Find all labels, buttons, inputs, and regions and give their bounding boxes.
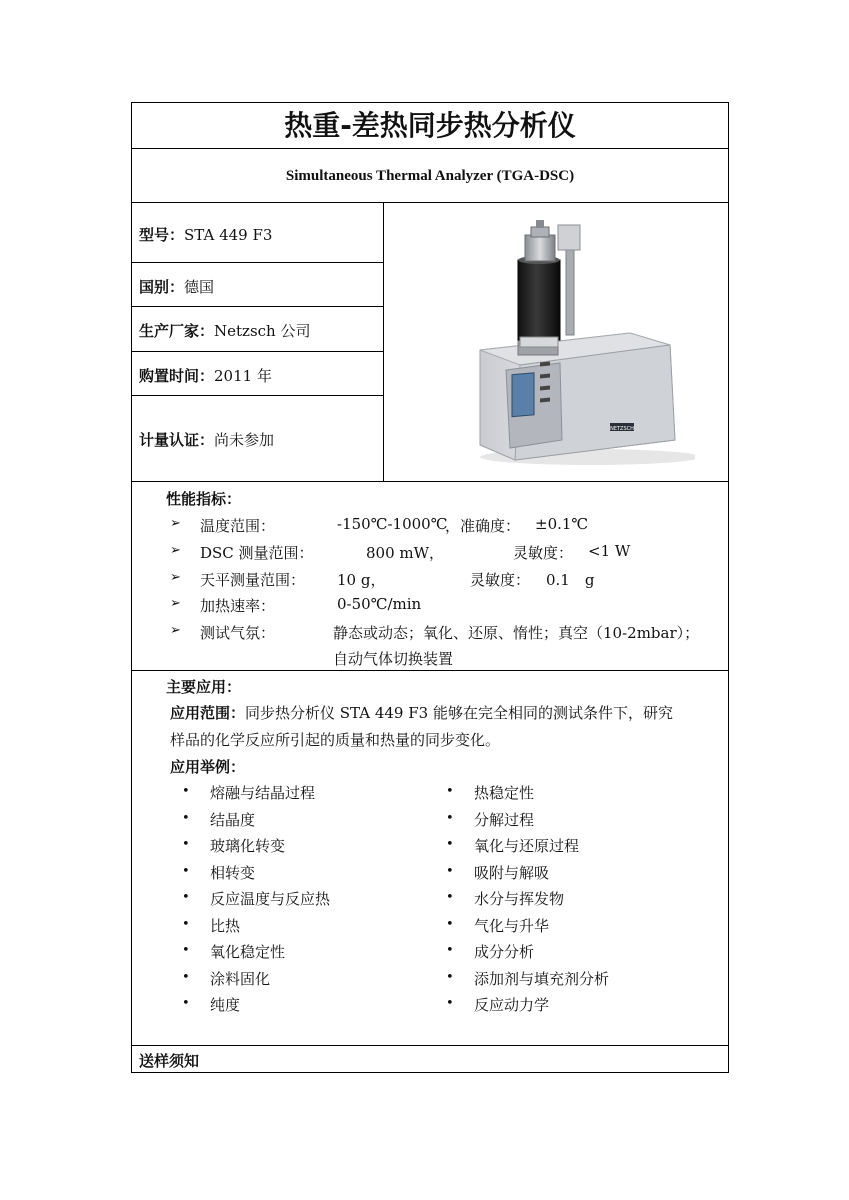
info-purchase-date <box>139 365 272 386</box>
row-divider <box>131 262 383 263</box>
example-item: 水分与挥发物 <box>474 890 565 908</box>
scope-label: 应用范围： <box>170 704 246 722</box>
spec-extra-label: 灵敏度： <box>470 571 531 589</box>
spec-extra-label: ，准确度： <box>445 517 521 535</box>
example-item: 纯度 <box>210 996 241 1014</box>
example-item: 热稳定性 <box>474 784 535 802</box>
page-subtitle: Simultaneous Thermal Analyzer (TGA-DSC) <box>285 168 575 184</box>
instrument-photo <box>440 205 695 475</box>
scope-text-continued: 样品的化学反应所引起的质量和热量的同步变化。 <box>170 731 501 749</box>
spec-label: 温度范围： <box>200 517 276 535</box>
example-item: 氧化稳定性 <box>210 943 286 961</box>
spec-label: 测试气氛： <box>200 624 276 642</box>
spec-extra-value: <1 W <box>588 542 631 560</box>
spec-extra-label: 灵敏度： <box>513 544 574 562</box>
bullet-icon: • <box>182 784 190 799</box>
arrow-bullet-icon: ➢ <box>170 516 181 531</box>
spec-value: 0-50℃/min <box>337 595 422 613</box>
arrow-bullet-icon: ➢ <box>170 570 181 585</box>
example-item: 相转变 <box>210 864 256 882</box>
info-label: 型号： <box>139 226 185 244</box>
bullet-icon: • <box>182 970 190 985</box>
example-item: 熔融与结晶过程 <box>210 784 316 802</box>
applications-heading: 主要应用： <box>166 678 242 696</box>
bullet-icon: • <box>182 837 190 852</box>
row-divider <box>131 351 383 352</box>
page-title: 热重-差热同步热分析仪 <box>284 109 576 142</box>
bullet-icon: • <box>182 864 190 879</box>
bullet-icon: • <box>446 784 454 799</box>
example-item: 氧化与还原过程 <box>474 837 580 855</box>
info-country <box>139 276 214 297</box>
brand-logo: NETZSCH <box>610 426 634 432</box>
info-certification <box>139 429 274 450</box>
bullet-icon: • <box>182 996 190 1011</box>
bullet-icon: • <box>446 970 454 985</box>
info-model <box>139 224 272 245</box>
example-item: 玻璃化转变 <box>210 837 286 855</box>
row-divider <box>131 148 729 149</box>
arrow-bullet-icon: ➢ <box>170 596 181 611</box>
example-item: 分解过程 <box>474 811 535 829</box>
info-manufacturer <box>139 320 310 341</box>
bullet-icon: • <box>446 996 454 1011</box>
arrow-bullet-icon: ➢ <box>170 543 181 558</box>
example-item: 比热 <box>210 917 241 935</box>
bullet-icon: • <box>182 811 190 826</box>
bullet-icon: • <box>446 837 454 852</box>
spec-extra-value: 0.1 g <box>546 571 595 589</box>
example-item: 结晶度 <box>210 811 256 829</box>
spec-value-continued: 自动气体切换装置 <box>333 650 454 668</box>
spec-value: 10 g， <box>337 571 386 589</box>
spec-label: 天平测量范围： <box>200 571 306 589</box>
row-divider <box>131 670 729 671</box>
example-item: 反应动力学 <box>474 996 550 1014</box>
spec-value: -150℃-1000℃ <box>337 515 448 533</box>
spec-extra-value: ±0.1℃ <box>535 515 589 533</box>
info-value: 尚未参加 <box>214 431 275 449</box>
bullet-icon: • <box>182 890 190 905</box>
example-item: 添加剂与填充剂分析 <box>474 970 610 988</box>
row-divider <box>131 202 729 203</box>
bullet-icon: • <box>182 917 190 932</box>
info-value: 2011 年 <box>214 367 272 385</box>
performance-heading: 性能指标： <box>166 490 242 508</box>
sample-submission-heading: 送样须知 <box>139 1052 200 1070</box>
row-divider <box>131 1045 729 1046</box>
spec-value: 800 mW， <box>366 544 445 562</box>
spec-label: DSC 测量范围： <box>200 544 314 562</box>
row-divider <box>131 306 383 307</box>
bullet-icon: • <box>182 943 190 958</box>
scope-text: 同步热分析仪 STA 449 F3 能够在完全相同的测试条件下，研究 <box>245 704 673 722</box>
example-item: 吸附与解吸 <box>474 864 550 882</box>
info-label: 生产厂家： <box>139 322 215 340</box>
info-label: 计量认证： <box>139 431 215 449</box>
column-divider <box>383 202 384 481</box>
arrow-bullet-icon: ➢ <box>170 623 181 638</box>
info-label: 国别： <box>139 278 185 296</box>
bullet-icon: • <box>446 943 454 958</box>
bullet-icon: • <box>446 864 454 879</box>
examples-heading: 应用举例： <box>170 758 246 776</box>
info-label: 购置时间： <box>139 367 215 385</box>
info-value: 德国 <box>184 278 215 296</box>
example-item: 气化与升华 <box>474 917 550 935</box>
bullet-icon: • <box>446 811 454 826</box>
bullet-icon: • <box>446 890 454 905</box>
example-item: 成分分析 <box>474 943 535 961</box>
example-item: 反应温度与反应热 <box>210 890 331 908</box>
row-divider <box>131 481 729 482</box>
example-item: 涂料固化 <box>210 970 271 988</box>
row-divider <box>131 395 383 396</box>
spec-value: 静态或动态；氧化、还原、惰性；真空（10-2mbar）； <box>333 624 700 642</box>
info-value: Netzsch 公司 <box>214 322 311 340</box>
application-scope <box>170 702 673 723</box>
spec-label: 加热速率： <box>200 597 276 615</box>
info-value: STA 449 F3 <box>184 226 273 244</box>
bullet-icon: • <box>446 917 454 932</box>
